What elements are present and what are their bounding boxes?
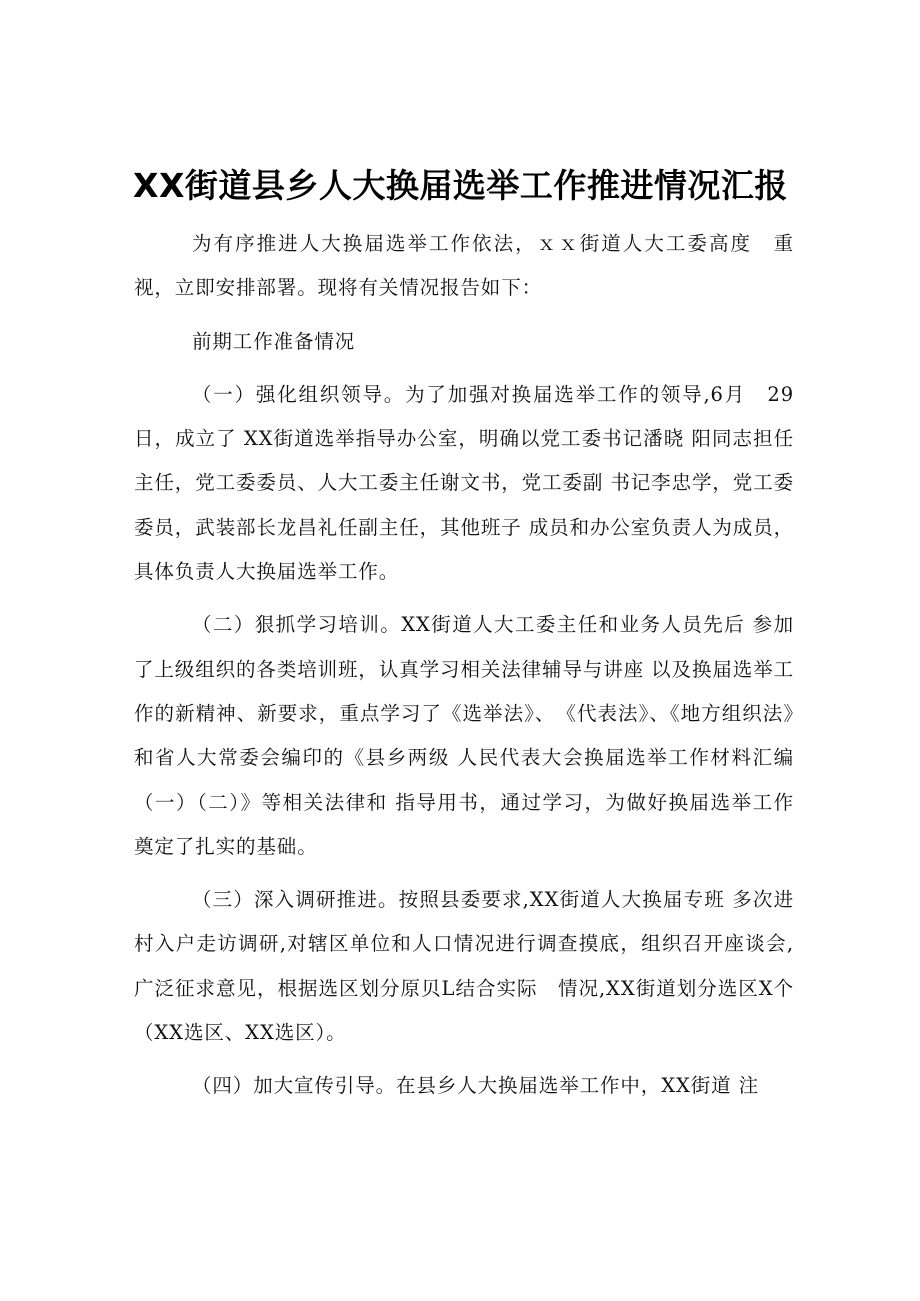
paragraph-organization: （一）强化组织领导。为了加强对换届选举工作的领导,6月 29日，成立了 XX街道选举指导办公室，明确以党工委书记潘晓 阳同志担任主任，党工委委员、人大工委主任谢文书，党工委副 书记李忠学，党工委委员，武装部长龙昌礼任副主任，其他班子 成员和办公室负责人为成员，具体负责人大换届选举工作。 <box>134 382 794 584</box>
paragraph-training: （二）狠抓学习培训。XX街道人大工委主任和业务人员先后 参加了上级组织的各类培训班，认真学习相关法律辅导与讲座 以及换届选举工作的新精神、新要求，重点学习了《选举法》、 《代表法》、《地方组织法》和省人大常委会编印的《县乡两级 人民代表大会换届选举工作材料汇编（一）（二）》等相关法律和 指导用书，通过学习，为做好换届选举工作奠定了扎实的基础。 <box>134 613 794 858</box>
intro-paragraph: 为有序推进人大换届选举工作依法，ｘｘ街道人大工委高度 重视，立即安排部署。现将有关情况报告如下： <box>134 232 794 300</box>
paragraph-publicity: （四）加大宣传引导。在县乡人大换届选举工作中，XX街道 注 <box>192 1074 760 1098</box>
document-title: XX街道县乡人大换届选举工作推进情况汇报 <box>133 166 788 205</box>
paragraph-research: （三）深入调研推进。按照县委要求,XX街道人大换届专班 多次进村入户走访调研,对辖区单位和人口情况进行调查摸底，组织召开座谈会,广泛征求意见，根据选区划分原贝L结合实际 情况,XX街道划分选区X个（XX选区、XX选区）。 <box>134 888 794 1045</box>
document-body <box>134 222 794 1118</box>
section-heading: 前期工作准备情况 <box>192 329 356 353</box>
